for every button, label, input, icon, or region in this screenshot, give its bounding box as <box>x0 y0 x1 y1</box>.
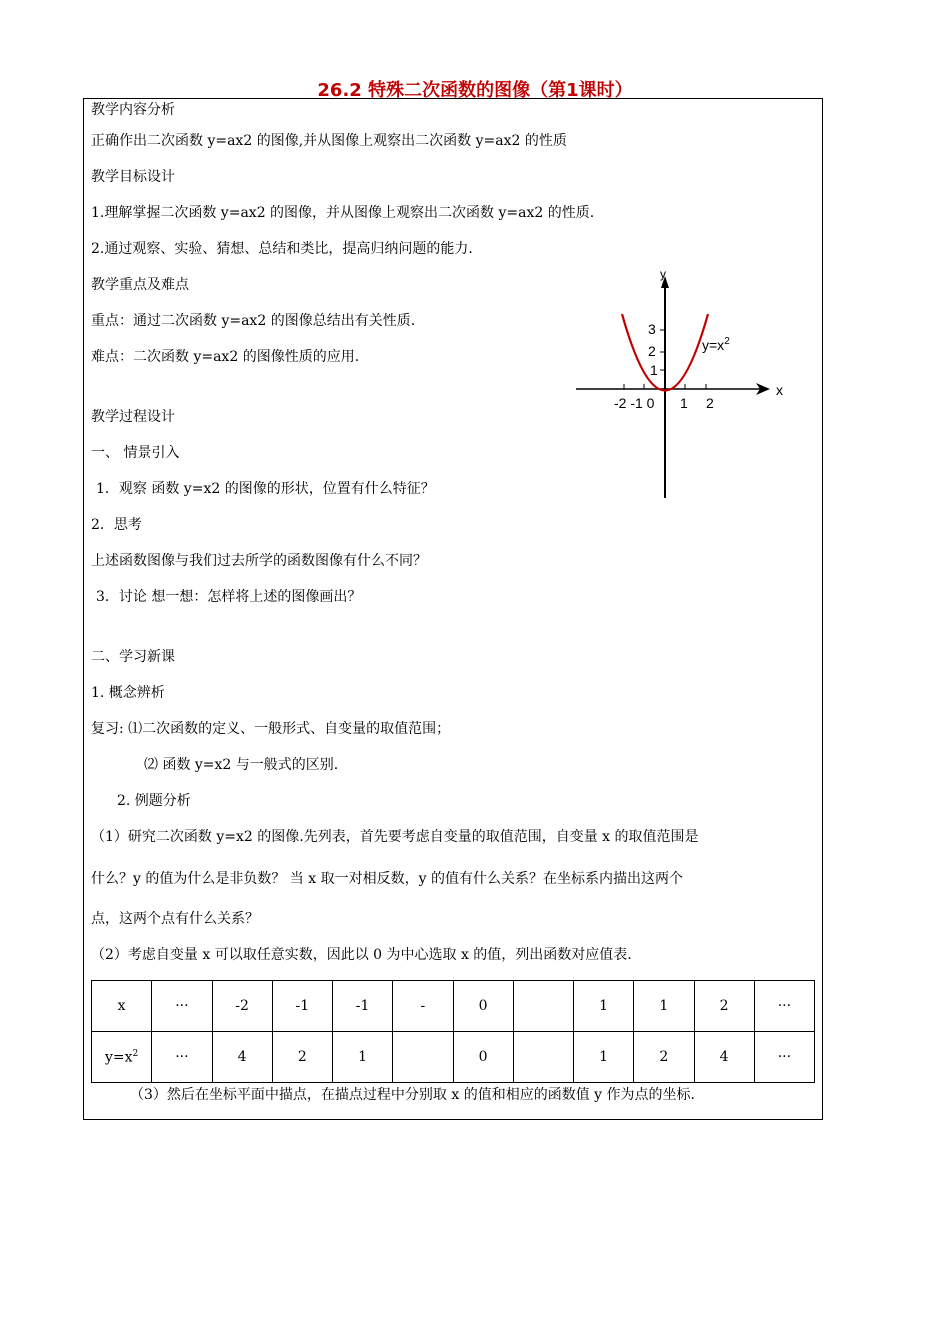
table-cell: ··· <box>754 981 814 1032</box>
table-row-label <box>92 1032 152 1083</box>
table-cell: 1 <box>574 981 634 1032</box>
difficulty-text: 难点：二次函数 y=ax2 的图像性质的应用. <box>91 349 360 365</box>
table-cell: 1 <box>634 981 694 1032</box>
concept-analysis-heading: 1. 概念辨析 <box>91 685 165 701</box>
table-cell <box>513 981 573 1032</box>
goal-item-2: 2.通过观察、实验、猜想、总结和类比，提高归纳问题的能力. <box>91 241 473 257</box>
table-cell: 4 <box>694 1032 754 1083</box>
row-label-base: y=x <box>104 1049 133 1066</box>
table-cell <box>393 1032 453 1083</box>
page-title: 26.2 特殊二次函数的图像（第1课时） <box>317 80 633 101</box>
curve-label-exponent: 2 <box>724 336 730 347</box>
value-table <box>91 980 815 1083</box>
table-row-x <box>92 981 815 1032</box>
review-item-1: 复习: ⑴二次函数的定义、一般形式、自变量的取值范围； <box>91 721 451 737</box>
table-cell: x <box>92 981 152 1032</box>
example-1-line-1: （1）研究二次函数 y=x2 的图像.先列表，首先要考虑自变量的取值范围，自变量 x 的取值范围是 <box>91 829 699 845</box>
table-cell: -2 <box>212 981 272 1032</box>
section-heading-key-points: 教学重点及难点 <box>91 277 189 293</box>
table-cell: 2 <box>272 1032 332 1083</box>
x-tick-label-1: 1 <box>680 395 688 411</box>
table-row-y <box>92 1032 815 1083</box>
content-analysis-text: 正确作出二次函数 y=ax2 的图像,并从图像上观察出二次函数 y=ax2 的性质 <box>91 133 567 149</box>
table-cell <box>513 1032 573 1083</box>
example-2-text: （2）考虑自变量 x 可以取任意实数，因此以 0 为中心选取 x 的值，列出函数对应值表. <box>91 947 632 963</box>
subsection-new-lesson: 二、学习新课 <box>91 649 175 665</box>
parabola-graph <box>572 262 792 498</box>
y-tick-label-3: 3 <box>648 321 656 337</box>
y-tick-label-2: 2 <box>648 343 656 359</box>
curve-label <box>702 336 730 353</box>
intro-item-observe: 1．观察 函数 y=x2 的图像的形状，位置有什么特征？ <box>96 481 435 497</box>
example-analysis-heading: 2. 例题分析 <box>117 793 191 809</box>
example-3-text: （3）然后在坐标平面中描点，在描点过程中分别取 x 的值和相应的函数值 y 作为点的坐标. <box>130 1087 695 1103</box>
example-1-line-3: 点，这两个点有什么关系？ <box>91 911 259 927</box>
row-label-exponent: 2 <box>132 1048 139 1059</box>
table-cell: 1 <box>574 1032 634 1083</box>
section-heading-content-analysis: 教学内容分析 <box>91 102 175 118</box>
table-cell: 0 <box>453 981 513 1032</box>
x-tick-label-2: 2 <box>706 395 714 411</box>
review-item-2: ⑵ 函数 y=x2 与一般式的区别. <box>144 757 339 773</box>
think-question: 上述函数图像与我们过去所学的函数图像有什么不同？ <box>91 553 427 569</box>
table-cell: ··· <box>754 1032 814 1083</box>
table-cell: 4 <box>212 1032 272 1083</box>
intro-item-discuss: 3．讨论 想一想：怎样将上述的图像画出？ <box>96 589 362 605</box>
x-tick-labels-negative: -2 -1 0 <box>614 395 655 411</box>
x-axis-label: x <box>776 382 783 398</box>
y-axis-label: y <box>660 267 666 281</box>
table-cell: 0 <box>453 1032 513 1083</box>
table-cell: 2 <box>694 981 754 1032</box>
subsection-intro: 一、 情景引入 <box>91 445 180 461</box>
curve-label-base: y=x <box>702 337 725 353</box>
section-heading-goals: 教学目标设计 <box>91 169 175 185</box>
intro-item-think: 2．思考 <box>91 517 142 533</box>
table-cell: ··· <box>152 981 212 1032</box>
table-cell: ··· <box>152 1032 212 1083</box>
table-cell: -1 <box>333 981 393 1032</box>
table-cell: 2 <box>634 1032 694 1083</box>
y-tick-label-1: 1 <box>650 362 658 378</box>
example-1-line-2: 什么？y 的值为什么是非负数？ 当 x 取一对相反数，y 的值有什么关系？在坐标系内描出这两个 <box>91 871 683 887</box>
section-heading-process: 教学过程设计 <box>91 409 175 425</box>
table-cell: -1 <box>272 981 332 1032</box>
table-cell: - <box>393 981 453 1032</box>
key-point-text: 重点：通过二次函数 y=ax2 的图像总结出有关性质. <box>91 313 416 329</box>
table-cell: 1 <box>333 1032 393 1083</box>
goal-item-1: 1.理解掌握二次函数 y=ax2 的图像，并从图像上观察出二次函数 y=ax2 的性质. <box>91 205 595 221</box>
